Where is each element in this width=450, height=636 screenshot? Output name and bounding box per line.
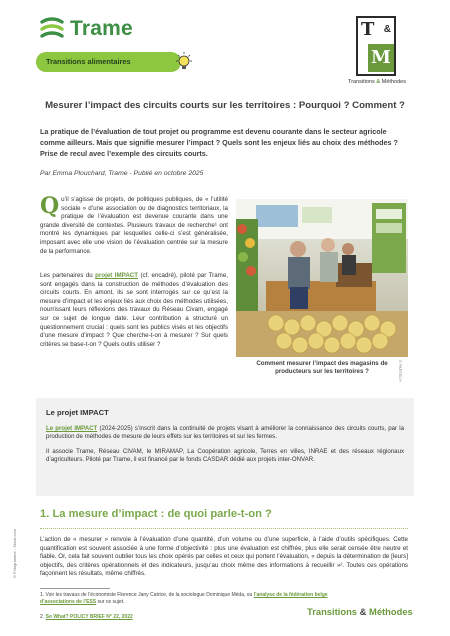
- footnote-1-before: 1. Voir les travaux de l’économiste Florence Jany Catrice, de la sociologue Dominique Méda, ou: [40, 592, 254, 598]
- trame-logo-icon: [40, 16, 66, 42]
- footer-brand: [307, 606, 413, 617]
- trame-brand-name: Trame: [70, 17, 133, 40]
- footer-brand-left: Transitions: [307, 606, 360, 617]
- photo-caption: Comment mesurer l’impact des magasins de producteurs sur les territoires ?: [256, 360, 388, 375]
- box-paragraph-2: Il associe Trame, Réseau CIVAM, le MIRAMAP, La Coopération agricole, Terres en villes, INRAE et des réseaux régionaux d’agriculteurs. Piloté par Trame, il est financé par le fonds CASDAR dédié aux projets inter-ONVAR.: [46, 447, 404, 464]
- topic-tag: Transitions alimentaires: [36, 52, 181, 72]
- tm-logo-caption: [342, 79, 412, 85]
- project-impact-box: [36, 398, 414, 496]
- footer-brand-amp: &: [359, 606, 367, 617]
- body-paragraph-1: [40, 193, 228, 256]
- section-paragraph: L’action de « mesurer » renvoie à l’évaluation d’une quantité, d’un volume ou d’une superficie, à l’aide d’outils spécifiques. Cette quantification est souvent associée à une forme d’objectivité : plus une évaluation est chiffrée, plus elle serait censée être neutre et fiable. Or, cela fait souvent oublier tous les choix opérés par celles et ceux qui portent l’évaluation, « depuis la détermination de [leurs] objectifs, des critères opérationnels et des indicateurs, jusqu’au choix même des informations à recueillir »². Toutes ces opérations façonnent les résultats, même chiffrés.: [40, 536, 408, 578]
- footer-brand-right: Méthodes: [366, 606, 413, 617]
- market-photo: [236, 199, 408, 357]
- page-title: Mesurer l’impact des circuits courts sur les territoires : Pourquoi ? Comment ?: [45, 100, 405, 111]
- tm-caption-left: Transitions: [348, 79, 377, 85]
- box-paragraph-1: [46, 425, 404, 442]
- tm-caption-right: Méthodes: [380, 79, 406, 85]
- body-paragraph-1-text: u’il s’agisse de projets, de politiques publiques, de « l’utilité sociale » d’une association ou de diagnostics territoriaux, la pratique de l’évaluation est devenue courante dans une grande diversité de contextes. Plusieurs travaux de recherche¹ ont montré les dynamiques par lesquelles celle-ci s’est généralisée, imposant avec elle une vision de l’évaluation centrée sur la mesure de la performance.: [40, 196, 228, 255]
- tm-letter-m: M: [368, 44, 394, 72]
- box-paragraph-1-text: (2024-2025) s’inscrit dans la continuité de projets visant à améliorer la connaissance des circuits courts, par la production de méthodes de mesure de leurs effets sur les territoires et sur les fermes.: [46, 425, 404, 441]
- lightbulb-icon: [173, 51, 195, 73]
- box-project-link[interactable]: Le projet IMPACT: [46, 425, 98, 432]
- footnote-2-prefix: 2.: [40, 614, 46, 620]
- tm-logo-box: [356, 16, 396, 76]
- project-impact-link[interactable]: projet IMPACT: [95, 272, 139, 279]
- body-paragraph-2-after: (cf. encadré), piloté par Trame, sont engagés dans la construction de méthodes d’évaluation des circuits courts. En amont, ils se sont interrogés sur ce qu’est la mesure d’impact et les enjeux liés aux choix des méthodes utilisées, nourrissant leurs réflexions des travaux du Réseau Civam, engagé sur ce sujet de longue date. Leur contribution a structuré un questionnement crucial : quels sont les publics visés et les objectifs d’une mesure d’impact ? Que cherche-t-on à mesurer ? Sur quels critères se base-t-on ? Quels outils utiliser ?: [40, 272, 228, 348]
- footnote-1-link[interactable]: l’analyse de la fédération belge d’associations de l’ESS: [40, 592, 328, 605]
- photo-credit: © PARTECH: [398, 360, 402, 382]
- tm-letter-t: T: [361, 19, 375, 40]
- section-heading: 1. La mesure d’impact : de quoi parle-t-on ?: [40, 508, 272, 520]
- drop-cap: Q: [40, 193, 60, 219]
- footnote-2-link[interactable]: So What? POLICY BRIEF N° 22, 2022: [45, 614, 133, 620]
- tm-caption-amp: &: [376, 79, 381, 85]
- body-paragraph-2-before: Les partenaires du: [40, 272, 96, 279]
- box-heading: Le projet IMPACT: [46, 408, 109, 417]
- author-line: Par Emma Plouchard, Trame - Publié en octobre 2025: [40, 170, 204, 177]
- transitions-methodes-logo: [342, 16, 412, 90]
- section-divider: [40, 528, 408, 529]
- footnote-divider: [40, 588, 110, 589]
- lead-paragraph: La pratique de l’évaluation de tout projet ou programme est devenu courante dans le secteur agricole comme ailleurs. Mais que signifie mesurer l’impact ? Quels sont les enjeux liés au choix des méthodes ? Prise de recul avec l’exemple des circuits courts.: [40, 127, 398, 158]
- trame-logo: [40, 14, 150, 44]
- body-paragraph-2: [40, 272, 228, 349]
- tm-ampersand: &: [383, 24, 391, 35]
- side-photo-credit: © Fotogramme - Stock.com: [12, 529, 17, 578]
- footnote-1: [40, 592, 340, 606]
- footnote-1-after: sur ce sujet.: [96, 599, 125, 605]
- footnote-2: [40, 614, 340, 621]
